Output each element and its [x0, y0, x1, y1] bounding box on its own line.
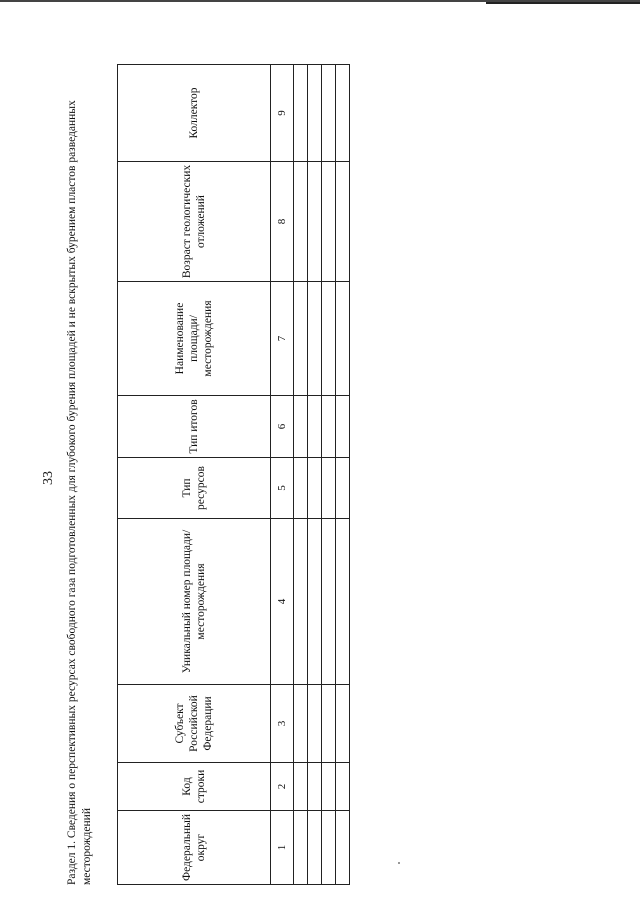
column-number: 4 [271, 519, 294, 685]
header-row-code: Код строки [118, 763, 271, 811]
section-title: Раздел 1. Сведения о перспективных ресурсах свободного газа подготовленных для глубокого бурения площадей и не вскрытых бурением пластов разведанных месторождений [66, 100, 93, 885]
header-reservoir: Коллектор [118, 65, 271, 162]
empty-cell [308, 282, 322, 396]
empty-cell [308, 685, 322, 763]
empty-cell [322, 65, 336, 162]
empty-cell [322, 763, 336, 811]
empty-cell [336, 65, 350, 162]
empty-cell [308, 65, 322, 162]
column-number: 7 [271, 282, 294, 396]
empty-cell [336, 763, 350, 811]
empty-cell [322, 282, 336, 396]
column-number: 6 [271, 396, 294, 458]
header-subject: Субъект Российской Федерации [118, 685, 271, 763]
empty-cell [322, 458, 336, 519]
column-number: 9 [271, 65, 294, 162]
header-row [118, 65, 271, 885]
empty-cell [336, 519, 350, 685]
header-geological-age: Возраст геологических отложений [118, 162, 271, 282]
empty-cell [308, 811, 322, 885]
empty-cell [336, 162, 350, 282]
empty-cell [308, 396, 322, 458]
empty-cell [294, 685, 308, 763]
table-row [308, 65, 322, 885]
empty-cell [336, 458, 350, 519]
column-number: 8 [271, 162, 294, 282]
empty-cell [294, 65, 308, 162]
empty-cell [294, 162, 308, 282]
empty-cell [322, 685, 336, 763]
empty-cell [294, 763, 308, 811]
column-number-row [271, 65, 294, 885]
table-row [294, 65, 308, 885]
rotated-page-content [65, 65, 365, 885]
column-number: 1 [271, 811, 294, 885]
header-totals-type: Тип итогов [118, 396, 271, 458]
empty-cell [322, 519, 336, 685]
column-number: 5 [271, 458, 294, 519]
empty-cell [336, 282, 350, 396]
scan-border-top-right [486, 2, 640, 4]
page-number: 33 [41, 471, 56, 485]
empty-cell [322, 162, 336, 282]
empty-cell [336, 396, 350, 458]
header-resource-type: Тип ресурсов [118, 458, 271, 519]
empty-cell [294, 458, 308, 519]
empty-cell [322, 811, 336, 885]
empty-cell [308, 162, 322, 282]
column-number: 2 [271, 763, 294, 811]
empty-cell [294, 519, 308, 685]
empty-cell [294, 396, 308, 458]
empty-cell [308, 458, 322, 519]
header-area-name: Наименование площади/ месторождения [118, 282, 271, 396]
table-row [336, 65, 350, 885]
empty-cell [308, 763, 322, 811]
scan-speck [398, 862, 400, 864]
empty-cell [336, 811, 350, 885]
empty-cell [322, 396, 336, 458]
table-row [322, 65, 336, 885]
report-table [117, 64, 350, 885]
empty-cell [308, 519, 322, 685]
header-unique-number: Уникальный номер площади/месторождения [118, 519, 271, 685]
empty-cell [336, 685, 350, 763]
empty-cell [294, 811, 308, 885]
column-number: 3 [271, 685, 294, 763]
empty-cell [294, 282, 308, 396]
header-federal-district: Федеральный округ [118, 811, 271, 885]
